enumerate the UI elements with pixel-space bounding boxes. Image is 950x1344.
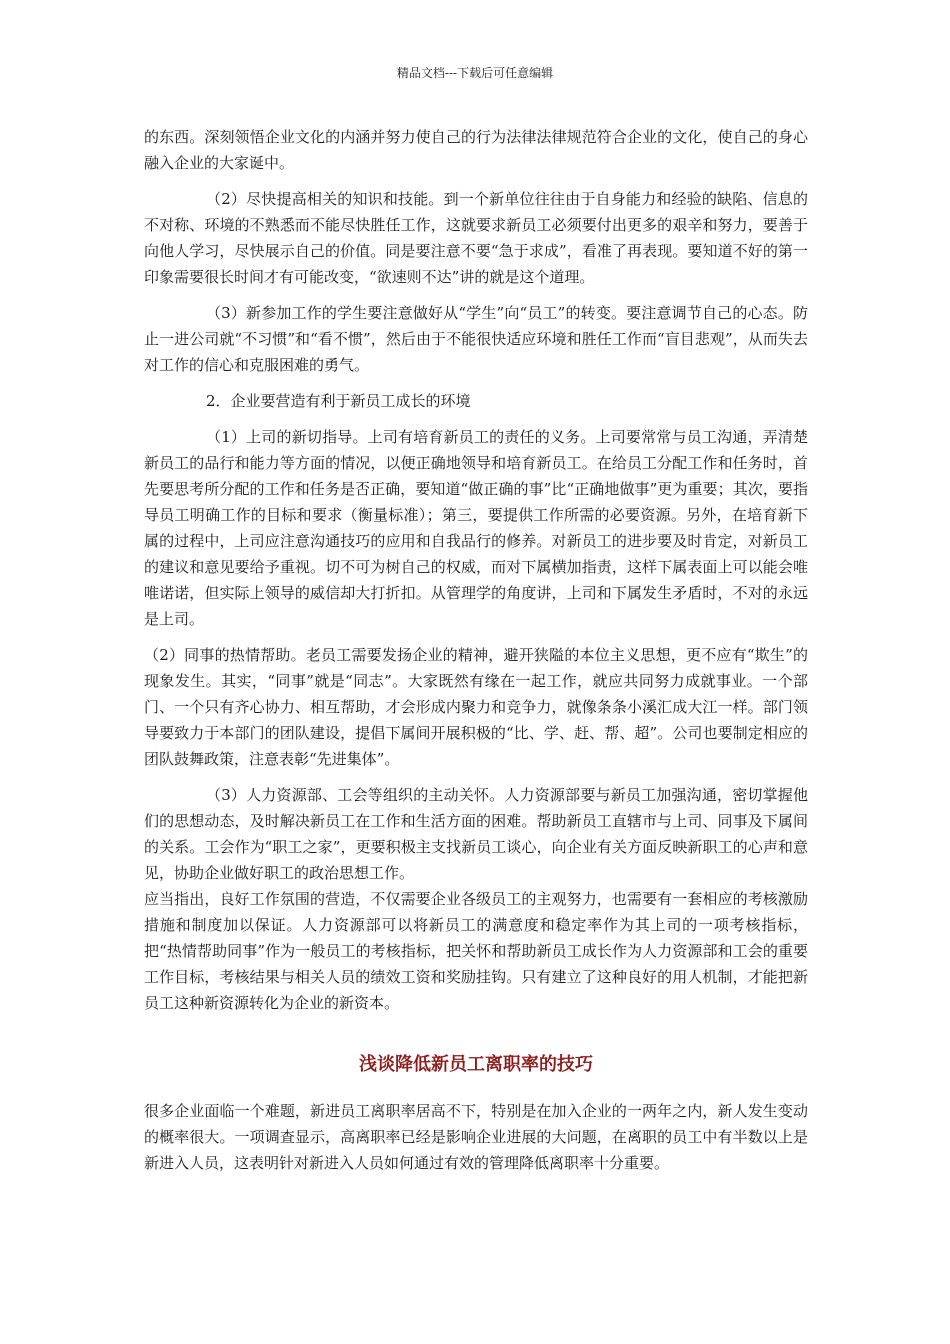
paragraph-colleague-help: （2）同事的热情帮助。老员工需要发扬企业的精神，避开狭隘的本位主义思想，更不应有“欺生”的现象发生。其实，“同事”就是“同志”。大家既然有缘在一起工作，就应共同努力成就事业。一个部门、一个只有齐心协力、相互帮助，才会形成内聚力和竞争力，就像条条小溪汇成大江一样。部门领导要致力于本部门的团队建设，提倡下属间开展积极的“比、学、赶、帮、超”。公司也要制定相应的团队鼓舞政策，注意表彰“先进集体”。 (144, 646, 808, 768)
paragraph-student-transition: （3）新参加工作的学生要注意做好从“学生”向“员工”的转变。要注意调节自己的心态。防止一进公司就“不习惯”和“看不惯”，然后由于不能很快适应环境和胜任工作而“盲目悲观”，从而失去对工作的信心和克服困难的勇气。 (144, 304, 808, 374)
page-header: 精品文档---下载后可任意编辑 (396, 66, 554, 80)
paragraph-continuation: 的东西。深刻领悟企业文化的内涵并努力使自己的行为法律法律规范符合企业的文化，使自己的身心融入企业的大家诞中。 (144, 128, 808, 172)
article-title: 浅谈降低新员工离职率的技巧 (359, 1054, 593, 1075)
paragraph-supervisor-guidance: （1）上司的新切指导。上司有培育新员工的责任的义务。上司要常常与员工沟通，弄清楚新员工的品行和能力等方面的情况，以便正确地领导和培育新员工。在给员工分配工作和任务时，首先要思考所分配的工作和任务是否正确，要知道“做正确的事”比“正确地做事”更为重要；其次，要指导员工明确工作的目标和要求（衡量标准）；第三，要提供工作所需的必要资源。另外，在培育新下属的过程中，上司应注意沟通技巧的应用和自我品行的修养。对新员工的进步要及时肯定，对新员工的建议和意见要给予重视。切不可为树自己的权威，而对下属横加指责，这样下属表面上可以能会唯唯诺诺，但实际上领导的威信却大打折扣。从管理学的角度讲，上司和下属发生矛盾时，不对的永远是上司。 (144, 428, 808, 628)
paragraph-conclusion: 应当指出，良好工作氛围的营造，不仅需要企业各级员工的主观努力，也需要有一套相应的考核激励措施和制度加以保证。人力资源部可以将新员工的满意度和稳定率作为其上司的一项考核指标，把“热情帮助同事”作为一般员工的考核指标，把关怀和帮助新员工成长作为人力资源部和工会的重要工作目标，考核结果与相关人员的绩效工资和奖励挂钩。只有建立了这种良好的用人机制，才能把新员工这种新资源转化为企业的新资本。 (144, 890, 808, 1012)
section-heading-environment: 2．企业要营造有利于新员工成长的环境 (206, 392, 471, 410)
document-body (144, 124, 808, 1176)
paragraph-skills: （2）尽快提高相关的知识和技能。到一个新单位往往由于自身能力和经验的缺陷、信息的不对称、环境的不熟悉而不能尽快胜任工作，这就要求新员工必须要付出更多的艰辛和努力，要善于向他人学习，尽快展示自己的价值。同是要注意不要“急于求成”，看准了再表现。要知道不好的第一印象需要很长时间才有可能改变，“欲速则不达”讲的就是这个道理。 (144, 190, 808, 286)
paragraph-intro: 很多企业面临一个难题，新进员工离职率居高不下，特别是在加入企业的一两年之内，新人发生变动的概率很大。一项调查显示，高离职率已经是影响企业进展的大问题，在离职的员工中有半数以上是新进入人员，这表明针对新进入人员如何通过有效的管理降低离职率十分重要。 (144, 1102, 808, 1172)
paragraph-hr-care: （3）人力资源部、工会等组织的主动关怀。人力资源部要与新员工加强沟通，密切掌握他们的思想动态，及时解决新员工在工作和生活方面的困难。帮助新员工直辖市与上司、同事及下属间的关系。工会作为“职工之家”，更要积极主支找新员工谈心，向企业有关方面反映新职工的心声和意见，协助企业做好职工的政治思想工作。 (144, 786, 808, 882)
